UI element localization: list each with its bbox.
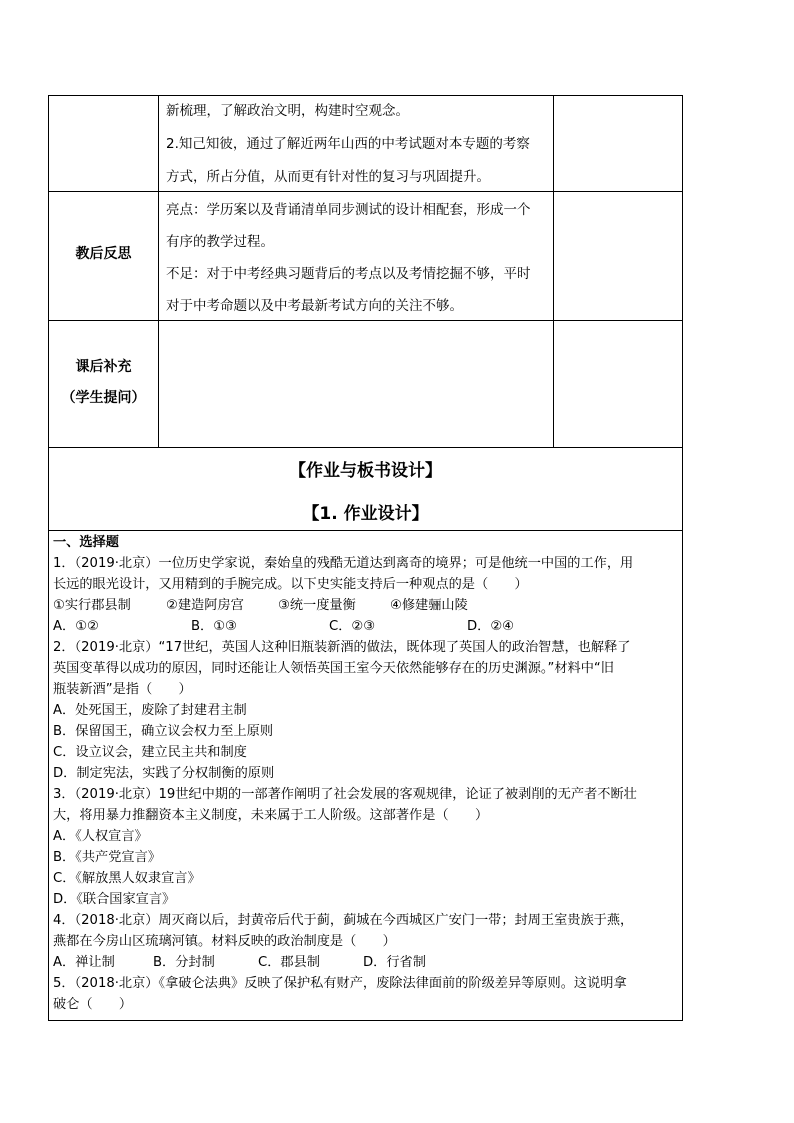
q4-stem-line-1: 4．（2018·北京）周灭商以后，封黄帝后代于蓟，蓟城在今西城区广安门一带；封周王室贵族于燕， <box>53 913 634 928</box>
table-divider-2 <box>553 96 554 447</box>
homework-divider <box>49 530 682 531</box>
q5-stem-line-1: 5．（2018·北京）《拿破仑法典》反映了保护私有财产，废除法律面前的阶级差异等原则。这说明拿 <box>53 976 627 991</box>
q5-stem-line-2: 破仑（ ） <box>53 997 133 1012</box>
row1-line-3: 方式，所占分值，从而更有针对性的复习与巩固提升。 <box>166 169 490 185</box>
row-divider-3 <box>49 447 682 448</box>
q3-stem-line-2: 大，将用暴力推翻资本主义制度，未来属于工人阶级。这部著作是（ ） <box>53 808 489 823</box>
q2-option: D．制定宪法，实践了分权制衡的原则 <box>53 766 275 781</box>
q1-option: D．②④ <box>467 619 514 634</box>
q4-options <box>53 952 678 973</box>
student-questions-label: （学生提问） <box>61 390 146 406</box>
q3-option: B．《共产党宣言》 <box>53 850 161 865</box>
row1-line-1: 新梳理，了解政治文明，构建时空观念。 <box>166 103 409 119</box>
q1-stem-line-1: 1．（2019·北京）一位历史学家说，秦始皇的残酷无道达到离奇的境界；可是他统一中国的工作，用 <box>53 556 634 571</box>
q1-item: ④修建骊山陵 <box>390 598 468 613</box>
q1-item: ①实行郡县制 <box>53 598 131 613</box>
homework-content <box>53 532 678 1015</box>
q4-option: A．禅让制 <box>53 955 115 970</box>
row1-content <box>166 96 530 192</box>
q2-option: A．处死国王，废除了封建君主制 <box>53 703 247 718</box>
q1-item: ③统一度量衡 <box>278 598 356 613</box>
q1-stem-line-2: 长远的眼光设计，又用精到的手腕完成。以下史实能支持后一种观点的是（ ） <box>53 577 528 592</box>
supplement-label: 课后补充 <box>75 359 132 375</box>
q3-stem-line-1: 3．（2019·北京）19世纪中期的一部著作阐明了社会发展的客观规律，论证了被剥削的无产者不断壮 <box>53 787 637 802</box>
q3-option: D．《联合国家宣言》 <box>53 892 176 907</box>
q1-option: A．①② <box>53 619 99 634</box>
q4-option: C．郡县制 <box>258 955 320 970</box>
row2-line-1: 亮点：学历案以及背诵清单同步测试的设计相配套，形成一个 <box>166 202 531 218</box>
subsection-heading: 【1. 作业设计】 <box>302 504 429 524</box>
section-heading: 【作业与板书设计】 <box>289 461 442 481</box>
row2-content <box>166 195 531 321</box>
q2-stem-line-1: 2．（2019·北京）“17世纪，英国人这种旧瓶装新酒的做法，既体现了英国人的政治智慧，也解释了 <box>53 640 631 655</box>
q4-option: D．行省制 <box>363 955 426 970</box>
reflection-label: 教后反思 <box>75 246 132 262</box>
q1-options <box>53 616 678 637</box>
q4-stem-line-2: 燕都在今房山区琉璃河镇。材料反映的政治制度是（ ） <box>53 934 396 949</box>
row2-line-2: 有序的教学过程。 <box>166 234 274 250</box>
q1-item: ②建造阿房宫 <box>166 598 244 613</box>
row2-line-3: 不足：对于中考经典习题背后的考点以及考情挖掘不够，平时 <box>166 266 531 282</box>
q1-option: C．②③ <box>329 619 376 634</box>
q4-option: B．分封制 <box>153 955 215 970</box>
q2-stem-line-2: 英国变革得以成功的原因，同时还能让人领悟英国王室今天依然能够存在的历史渊源。”材料中“旧 <box>53 661 614 676</box>
document-page <box>48 95 683 1021</box>
section-title: 一、选择题 <box>53 535 119 550</box>
q2-option: C．设立议会，建立民主共和制度 <box>53 745 247 760</box>
q2-option: B．保留国王，确立议会权力至上原则 <box>53 724 274 739</box>
q1-option: B．①③ <box>191 619 237 634</box>
row1-line-2: 2.知己知彼，通过了解近两年山西的中考试题对本专题的考察 <box>166 136 530 152</box>
q3-option: A．《人权宣言》 <box>53 829 148 844</box>
row2-line-4: 对于中考命题以及中考最新考试方向的关注不够。 <box>166 298 463 314</box>
q1-items <box>53 595 678 616</box>
q3-option: C．《解放黑人奴隶宣言》 <box>53 871 201 886</box>
q2-stem-line-3: 瓶装新酒”是指（ ） <box>53 682 192 697</box>
table-divider-1 <box>158 96 159 447</box>
